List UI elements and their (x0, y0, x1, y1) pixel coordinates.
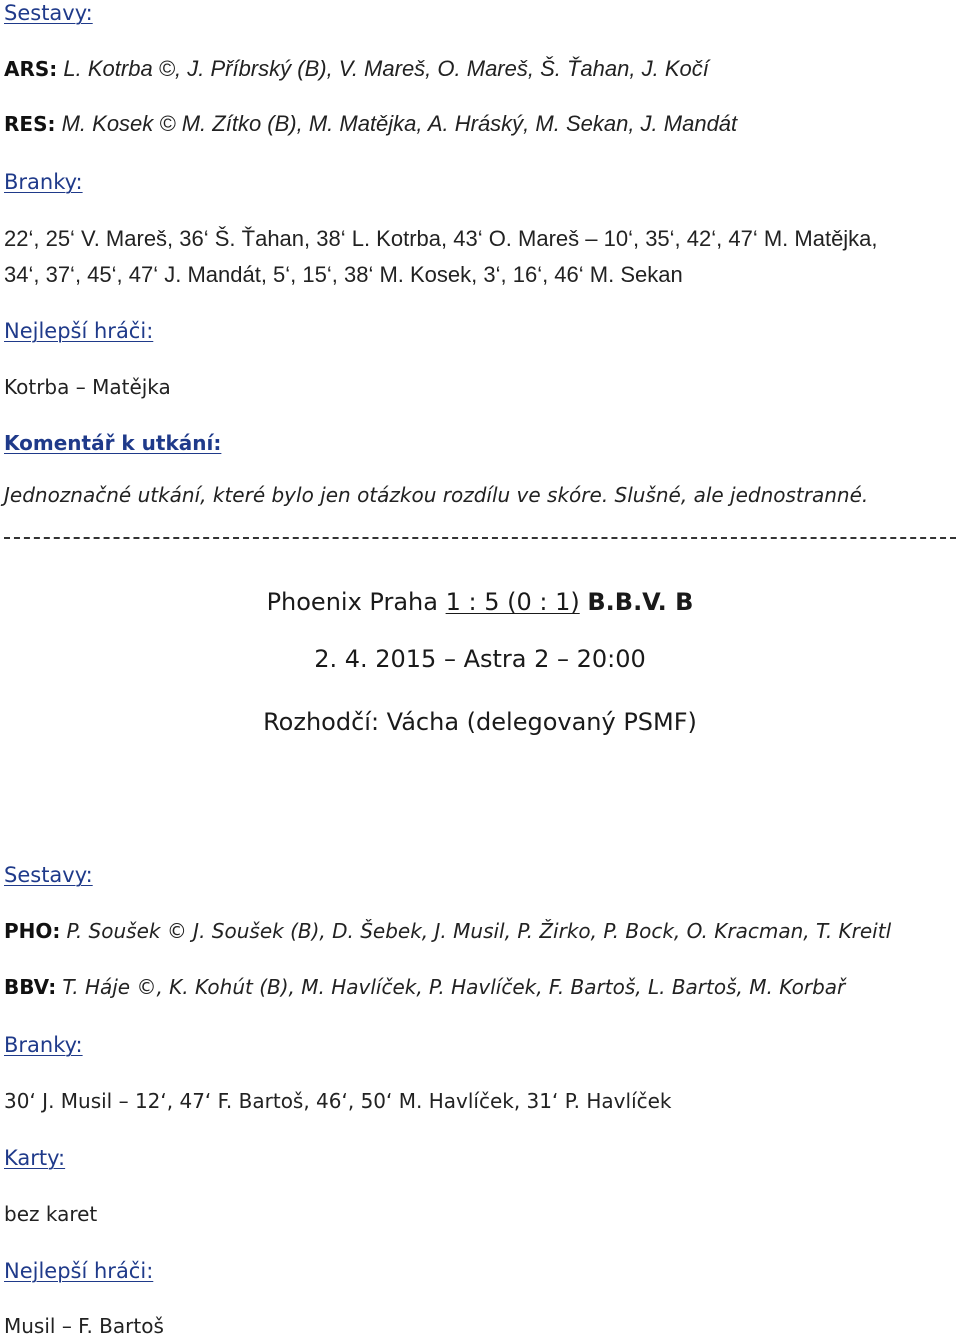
ars-lineup (4, 56, 709, 82)
res-label: RES: (4, 112, 56, 136)
pho-lineup (4, 918, 891, 944)
goals-heading: Branky: (4, 170, 83, 194)
pho-label: PHO: (4, 919, 61, 943)
match-date-venue: 2. 4. 2015 – Astra 2 – 20:00 (314, 645, 646, 673)
lineups-heading: Sestavy: (4, 1, 93, 25)
home-team: Phoenix Praha (266, 588, 438, 616)
comment-heading: Komentář k utkání: (4, 431, 222, 455)
match-score: 1 : 5 (0 : 1) (445, 588, 580, 616)
goals-line: 34‘, 37‘, 45‘, 47‘ J. Mandát, 5‘, 15‘, 38‘ M. Kosek, 3‘, 16‘, 46‘ M. Sekan (4, 262, 683, 287)
pho-players: P. Soušek © J. Soušek (B), D. Šebek, J. Musil, P. Žirko, P. Bock, O. Kracman, T. Kreitl (66, 919, 892, 943)
res-lineup (4, 111, 737, 137)
match-title (0, 589, 960, 615)
best-players-heading: Nejlepší hráči: (4, 319, 154, 343)
best-players-heading: Nejlepší hráči: (4, 1259, 154, 1283)
goals-line: 22‘, 25‘ V. Mareš, 36‘ Š. Ťahan, 38‘ L. Kotrba, 43‘ O. Mareš – 10‘, 35‘, 42‘, 47‘ M. Matějka, (4, 226, 878, 251)
cards-heading: Karty: (4, 1146, 66, 1170)
goals-line: 30‘ J. Musil – 12‘, 47‘ F. Bartoš, 46‘, 50‘ M. Havlíček, 31‘ P. Havlíček (4, 1089, 672, 1113)
match-referee: Rozhodčí: Vácha (delegovaný PSMF) (263, 708, 697, 736)
bbv-players: T. Háje ©, K. Kohút (B), M. Havlíček, P. Havlíček, F. Bartoš, L. Bartoš, M. Korbař (62, 975, 846, 999)
lineups-heading: Sestavy: (4, 863, 93, 887)
goals-heading: Branky: (4, 1033, 83, 1057)
away-team: B.B.V. B (587, 588, 694, 616)
comment-text: Jednoznačné utkání, které bylo jen otázkou rozdílu ve skóre. Slušné, ale jednostranné. (4, 483, 869, 507)
best-players: Musil – F. Bartoš (4, 1314, 164, 1338)
bbv-label: BBV: (4, 975, 57, 999)
best-players: Kotrba – Matějka (4, 375, 171, 399)
cards-text: bez karet (4, 1202, 98, 1226)
ars-label: ARS: (4, 57, 58, 81)
ars-players: L. Kotrba ©, J. Příbrský (B), V. Mareš, O. Mareš, Š. Ťahan, J. Kočí (63, 56, 709, 81)
bbv-lineup (4, 974, 845, 1000)
res-players: M. Kosek © M. Zítko (B), M. Matějka, A. Hráský, M. Sekan, J. Mandát (61, 111, 738, 136)
section-divider (4, 537, 956, 539)
